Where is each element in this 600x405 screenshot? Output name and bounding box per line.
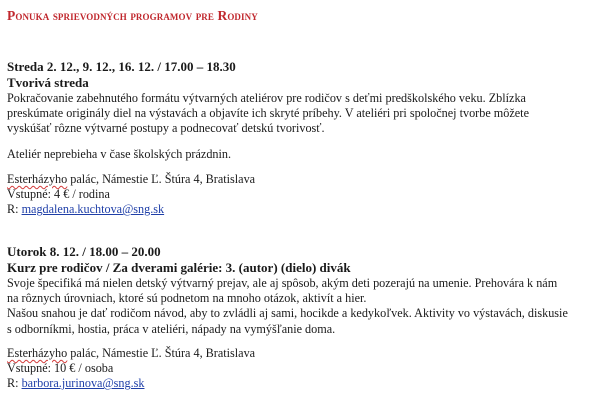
event-date: Streda 2. 12., 9. 12., 16. 12. / 17.00 – 18.30 [7,59,236,74]
event-description-line: Našou snahou je dať rodičom návod, aby to zvládli aj sami, hocikde a kedykoľvek. Aktivity vo výstavách, diskusie [7,306,568,321]
event-description-line: s odborníkmi, hostia, práca v ateliéri, nápady na vymýšľanie doma. [7,321,336,336]
event-venue [7,172,595,187]
event-venue [7,346,595,361]
page-title: Ponuka sprievodných programov pre Rodiny [7,8,258,23]
contact-prefix: R: [7,202,22,217]
document [7,6,595,391]
event-admission: Vstupné: 10 € / osoba [7,361,114,376]
event-description-line: Svoje špecifiká má nielen detský výtvarný prejav, ale aj spôsob, akým deti pozerajú na umenie. Prehovára k nám [7,276,558,290]
event-date: Utorok 8. 12. / 18.00 – 20.00 [7,244,161,259]
contact-prefix: R: [7,376,22,391]
venue-address: palác, Námestie Ľ. Štúra 4, Bratislava [67,345,256,360]
event-section [7,59,595,217]
event-description-line: preskúmate originály diel na výstavách a objavíte ich skryté príbehy. V ateliéri pri spoločnej tvorbe môžete [7,106,529,121]
event-name: Kurz pre rodičov / Za dverami galérie: 3. (autor) (dielo) divák [7,260,351,275]
event-name: Tvorivá streda [7,75,89,90]
event-section [7,244,595,391]
event-description-line: na rôznych úrovniach, ktoré sú podnetom na mnoho otázok, aktivít a hier. [7,291,367,306]
event-description-line: vyskúšať rôzne výtvarné postupy a podnecovať detskú tvorivosť. [7,121,325,136]
event-description-line: Pokračovanie zabehnutého formátu výtvarných ateliérov pre rodičov s deťmi predškolského veku. Zblízka [7,91,526,105]
event-admission: Vstupné: 4 € / rodina [7,187,110,202]
contact-email-link[interactable]: barbora.jurinova@sng.sk [21,376,145,391]
contact-email-link[interactable]: magdalena.kuchtova@sng.sk [21,202,165,217]
venue-address: palác, Námestie Ľ. Štúra 4, Bratislava [67,171,256,186]
event-contact [7,202,595,217]
event-note: Ateliér neprebieha v čase školských prázdnin. [7,146,232,161]
venue-name: Esterházyho [7,345,68,360]
venue-name: Esterházyho [7,171,68,186]
event-contact [7,376,595,391]
